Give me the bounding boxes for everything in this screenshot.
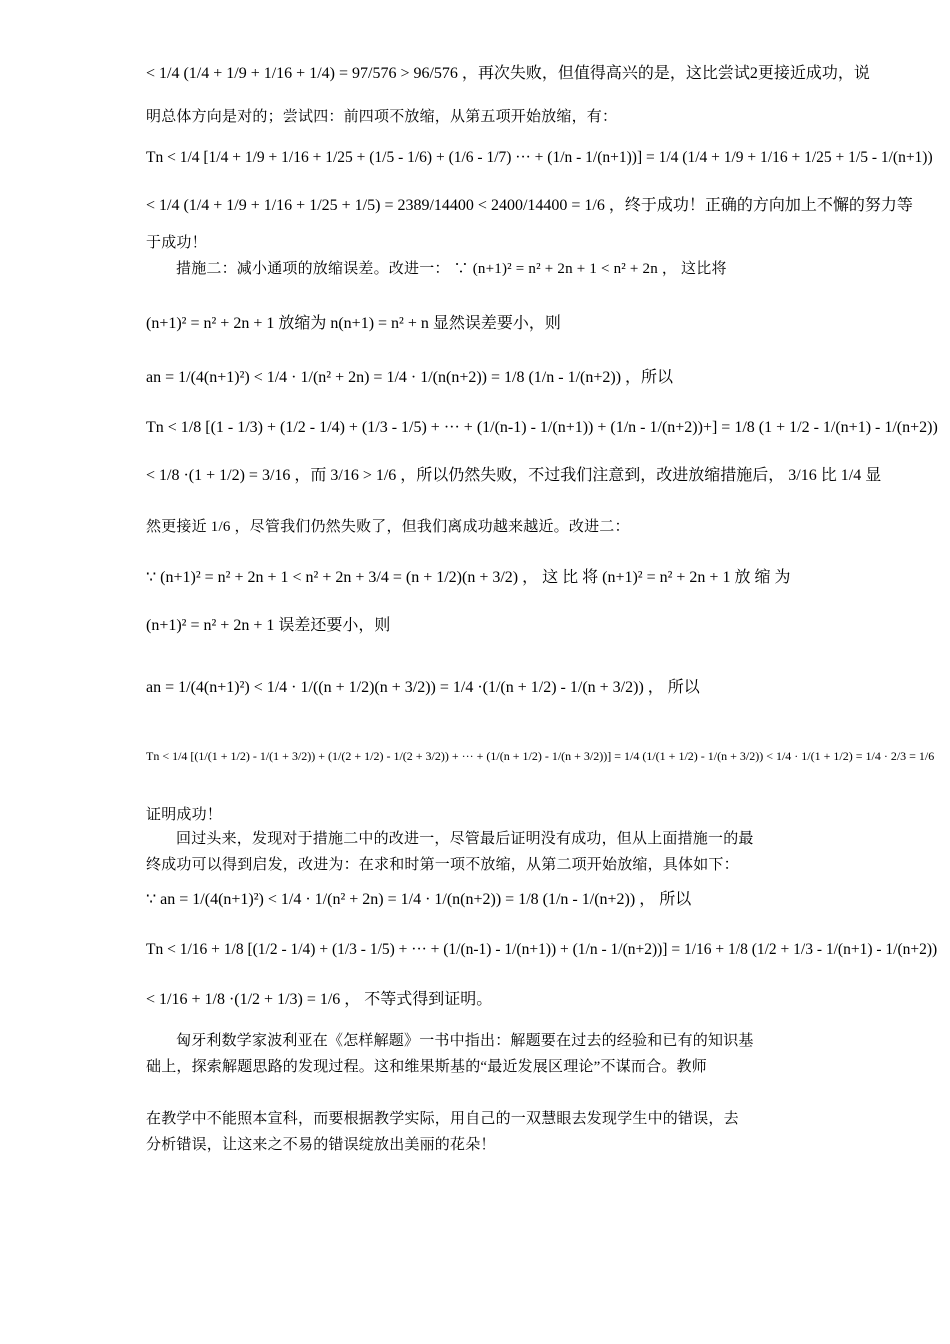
- text-line: 分析错误，让这来之不易的错误绽放出美丽的花朵！: [146, 1137, 496, 1153]
- text-line: 然更接近 1/6 ，尽管我们仍然失败了，但我们离成功越来越近。改进二：: [146, 519, 630, 535]
- math-line: Tn < 1/16 + 1/8 [(1/2 - 1/4) + (1/3 - 1/5) + ··· + (1/(n-1) - 1/(n+1)) + (1/n - 1/(n+2))] = 1/16 + 1/8 (1/2 + 1/3 - 1/(n+1) - 1/(n+2)): [146, 941, 938, 958]
- math-line: < 1/4 (1/4 + 1/9 + 1/16 + 1/4) = 97/576 > 96/576 ，再次失败，但值得高兴的是，这比尝试2更接近成功，说: [146, 65, 870, 82]
- text-line: 回过头来，发现对于措施二中的改进一，尽管最后证明没有成功，但从上面措施一的最: [176, 831, 754, 847]
- math-line: an = 1/(4(n+1)²) < 1/4 · 1/(n² + 2n) = 1/4 · 1/(n(n+2)) = 1/8 (1/n - 1/(n+2)) ，所以: [146, 369, 674, 386]
- math-line: an = 1/(4(n+1)²) < 1/4 · 1/((n + 1/2)(n + 3/2)) = 1/4 ·(1/(n + 1/2) - 1/(n + 3/2)) ， 所以: [146, 679, 700, 696]
- math-line: Tn < 1/4 [(1/(1 + 1/2) - 1/(1 + 3/2)) + (1/(2 + 1/2) - 1/(2 + 3/2)) + ··· + (1/(n + 1/2) - 1/(n + 3/2))] = 1/4 (1/(1 + 1/2) - 1/(n + 3/2)) < 1/4 · 1/(1 + 1/2) = 1/4 · 2/3 = 1/6: [146, 749, 935, 763]
- math-line: ∵ (n+1)² = n² + 2n + 1 < n² + 2n + 3/4 = (n + 1/2)(n + 3/2) ， 这 比 将 (n+1)² = n² + 2n + 1 放 缩 为: [146, 569, 791, 586]
- text-line: 于成功！: [146, 235, 207, 251]
- text-line: 终成功可以得到启发，改进为：在求和时第一项不放缩，从第二项开始放缩，具体如下：: [146, 857, 739, 873]
- text-line: 匈牙利数学家波利亚在《怎样解题》一书中指出：解题要在过去的经验和已有的知识基: [176, 1033, 754, 1049]
- text-line: 明总体方向是对的；尝试四：前四项不放缩，从第五项开始放缩，有：: [146, 109, 618, 125]
- text-line: 础上，探索解题思路的发现过程。这和维果斯基的“最近发展区理论”不谋而合。教师: [146, 1059, 707, 1075]
- math-line: < 1/16 + 1/8 ·(1/2 + 1/3) = 1/6 ， 不等式得到证明。: [146, 991, 493, 1008]
- text-line: 在教学中不能照本宣科，而要根据教学实际，用自己的一双慧眼去发现学生中的错误，去: [146, 1111, 739, 1127]
- text-line: 证明成功！: [146, 807, 223, 823]
- math-line: < 1/8 ·(1 + 1/2) = 3/16 ，而 3/16 > 1/6 ，所以仍然失败，不过我们注意到，改进放缩措施后， 3/16 比 1/4 显: [146, 467, 882, 484]
- math-line: Tn < 1/8 [(1 - 1/3) + (1/2 - 1/4) + (1/3 - 1/5) + ··· + (1/(n-1) - 1/(n+1)) + (1/n - 1/(n+2))+] = 1/8 (1 + 1/2 - 1/(n+1) - 1/(n+2)): [146, 419, 938, 436]
- math-line: Tn < 1/4 [1/4 + 1/9 + 1/16 + 1/25 + (1/5 - 1/6) + (1/6 - 1/7) ··· + (1/n - 1/(n+1))] = 1/4 (1/4 + 1/9 + 1/16 + 1/25 + 1/5 - 1/(n+1)): [146, 149, 933, 166]
- text-line: 措施二：减小通项的放缩误差。改进一： ∵ (n+1)² = n² + 2n + 1 < n² + 2n ， 这比将: [176, 261, 727, 277]
- math-line: (n+1)² = n² + 2n + 1 误差还要小，则: [146, 617, 391, 634]
- math-line: (n+1)² = n² + 2n + 1 放缩为 n(n+1) = n² + n 显然误差要小，则: [146, 315, 561, 332]
- math-line: ∵ an = 1/(4(n+1)²) < 1/4 · 1/(n² + 2n) = 1/4 · 1/(n(n+2)) = 1/8 (1/n - 1/(n+2)) ， 所以: [146, 891, 692, 908]
- math-line: < 1/4 (1/4 + 1/9 + 1/16 + 1/25 + 1/5) = 2389/14400 < 2400/14400 = 1/6 ，终于成功！正确的方向加上不懈的努力等: [146, 197, 913, 214]
